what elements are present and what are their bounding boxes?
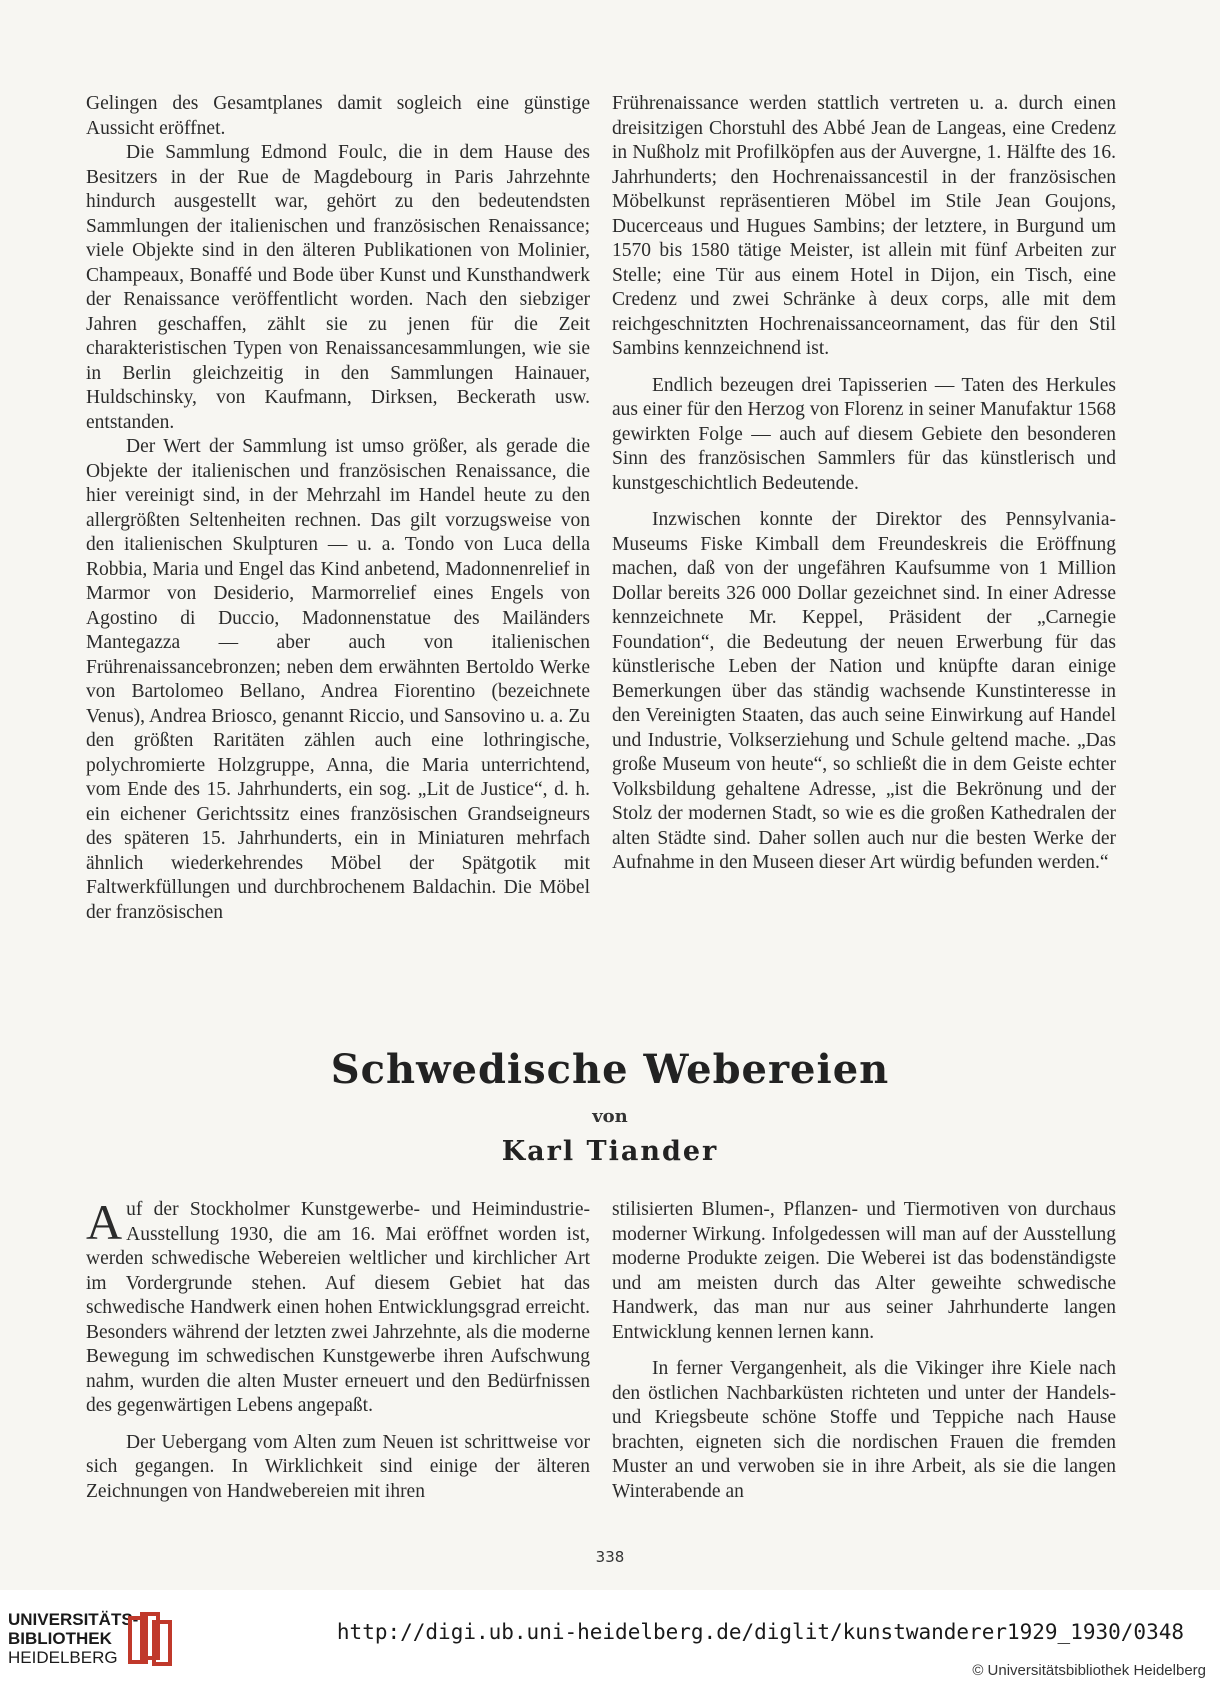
paragraph: [86, 1194, 590, 1419]
paragraph: Der Uebergang vom Alten zum Neuen ist schrittweise vor sich gegangen. In Wirklichkeit sind einige der älteren Zeichnungen von Handwebereien mit ihren: [86, 1431, 590, 1502]
paragraph: Inzwischen konnte der Direktor des Pennsylvania-Museums Fiske Kimball dem Freundeskreis die Eröffnung machen, daß von der ungefähren Kaufsumme von 1 Million Dollar bereits 326 000 Dollar gezeichnet sind. In einer Adresse kennzeichnete Mr. Keppel, Präsident der „Carnegie Foundation“, die Bedeutung der neuen Erwerbung für das künstlerische Leben der Nation und knüpfte daran einige Bemerkungen über das ständig wachsende Kunstinteresse in den Vereinigten Staaten, das auch seine Einwirkung auf Handel und Industrie, Volkserziehung und Schule geltend mache. „Das große Museum von heute“, so schließt die in dem Geiste echter Volksbildung gehaltene Adresse, „ist die Bekrönung und der Stolz der modernen Stadt, so wie es die großen Kathedralen der alten Städte sind. Daher sollen auch nur die besten Werke der Aufnahme in den Museen dieser Art würdig befunden werden.“: [612, 509, 1116, 873]
copyright-notice: © Universitätsbibliothek Heidelberg: [972, 1662, 1206, 1679]
article-title: Schwedische Webereien: [330, 1046, 890, 1093]
paragraph-text: uf der Stockholmer Kunstgewerbe- und Heimindustrie-Ausstellung 1930, die am 16. Mai eröffnet worden ist, werden schwedische Webereien weltlicher und kirchlicher Art im Vordergrunde stehen. Auf diesem Gebiet hat das schwedische Handwerk einen hohen Entwicklungsgrad erreicht. Besonders während der letzten zwei Jahrzehnte, als die moderne Bewegung im schwedischen Kunstgewerbe ihren Aufschwung nahm, wurden die alten Muster erneuert und den Bedürfnissen des gegenwärtigen Lebens angepaßt.: [86, 1199, 590, 1416]
article-author: Karl Tiander: [501, 1136, 719, 1167]
lower-left-column: [86, 1194, 590, 1504]
logo-line: HEIDELBERG: [8, 1648, 118, 1667]
paragraph: In ferner Vergangenheit, als die Vikinger ihre Kiele nach den östlichen Nachbarküsten richteten und unter der Handels- und Kriegsbeute schöne Stoffe und Teppiche nach Hause brachten, eigneten sich die nordischen Frauen die fremden Muster an und verwoben sie in ihre Arbeit, als sie die langen Winterabende an: [612, 1358, 1116, 1502]
paragraph: Der Wert der Sammlung ist umso größer, als gerade die Objekte der italienischen und französischen Renaissance, die hier vereinigt sind, in der Mehrzahl im Handel heute zu den allergrößten Seltenheiten rechnen. Das gilt vorzugsweise von den italienischen Skulpturen — u. a. Tondo von Luca della Robbia, Maria und Engel das Kind anbetend, Madonnenrelief in Marmor von Desiderio, Marmorrelief eines Engels von Agostino di Duccio, Madonnenstatue des Mailänders Mantegazza — aber auch von italienischen Frührenaissancebronzen; neben dem erwähnten Bertoldo Werke von Bartolomeo Bellano, Andrea Fiorentino (bezeichnete Venus), Andrea Briosco, genannt Riccio, und Sansovino u. a. Zu den größten Raritäten zählen auch eine lothringische, polychromierte Holzgruppe, Anna, die Maria unterrichtend, vom Ende des 15. Jahrhunderts, ein sog. „Lit de Justice“, d. h. ein eichener Gerichtssitz eines französischen Grandseigneurs des späteren 15. Jahrhunderts, ein in Miniaturen mehrfach ähnlich wiederkehrendes Möbel der Spätgotik mit Faltwerkfüllungen und durchbrochenem Baldachin. Die Möbel der französischen: [86, 436, 590, 923]
paragraph: Endlich bezeugen drei Tapisserien — Taten des Herkules aus einer für den Herzog von Florenz in seiner Manufaktur 1568 gewirkten Folge — auch auf diesem Gebiete den besonderen Sinn des französischen Sammlers für das künstlerisch und kunstgeschichtlich Bedeutende.: [612, 374, 1116, 494]
article-byline-von: von: [592, 1106, 628, 1127]
logo-line: BIBLIOTHEK: [8, 1629, 112, 1648]
paragraph: Frührenaissance werden stattlich vertreten u. a. durch einen dreisitzigen Chorstuhl des Abbé Jean de Langeas, eine Credenz in Nußholz mit Profilköpfen aus der Auvergne, 1. Hälfte des 16. Jahrhunderts; den Hochrenaissancestil in der französischen Möbelkunst repräsentieren Möbel im Stile Jean Goujons, Ducerceaus und Hugues Sambins; der letztere, in Burgund um 1570 bis 1580 tätige Meister, ist allein mit fünf Arbeiten zur Stelle; eine Tür aus einem Hotel in Dijon, ein Tisch, eine Credenz und zwei Schränke à deux corps, alle mit dem reichgeschnitzten Hochrenaissanceornament, das für den Stil Sambins kennzeichnend ist.: [612, 93, 1116, 359]
drop-cap: A: [86, 1194, 123, 1250]
library-logo-text: [8, 1610, 138, 1667]
page-number: 338: [595, 1548, 625, 1566]
source-url-link[interactable]: http://digi.ub.uni-heidelberg.de/diglit/kunstwanderer1929_1930/0348: [336, 1620, 1184, 1644]
footer: [0, 1590, 1220, 1692]
paragraph: Die Sammlung Edmond Foulc, die in dem Hause des Besitzers in der Rue de Magdebourg in Paris Jahrzehnte hindurch ausgestellt war, gehört zu den bedeutendsten Sammlungen der italienischen und französischen Renaissance; viele Objekte sind in den älteren Publikationen von Molinier, Champeaux, Bonaffé und Bode über Kunst und Kunsthandwerk der Renaissance veröffentlicht worden. Nach den siebziger Jahren geschaffen, zählt sie zu jenen für die Zeit charakteristischen Typen von Renaissancesammlungen, wie sie in Berlin gleichzeitig in den Sammlungen Hainauer, Huldschinsky, von Kaufmann, Dirksen, Beckerath usw. entstanden.: [86, 142, 590, 433]
paragraph: Gelingen des Gesamtplanes damit sogleich eine günstige Aussicht eröffnet.: [86, 93, 590, 139]
upper-left-column: [86, 92, 590, 925]
upper-right-column: [612, 92, 1116, 876]
library-logo-icon: [126, 1610, 174, 1668]
logo-line: UNIVERSITÄTS-: [8, 1610, 139, 1629]
paragraph: stilisierten Blumen-, Pflanzen- und Tiermotiven von durchaus moderner Wirkung. Infolgedessen will man auf der Ausstellung moderne Produkte zeigen. Die Weberei ist das bodenständigste und am meisten durch das Alter geweihte schwedische Handwerk, das man nur aus seiner Jahrhunderte langen Entwicklung kennen lernen kann.: [612, 1199, 1116, 1343]
lower-right-column: [612, 1198, 1116, 1504]
